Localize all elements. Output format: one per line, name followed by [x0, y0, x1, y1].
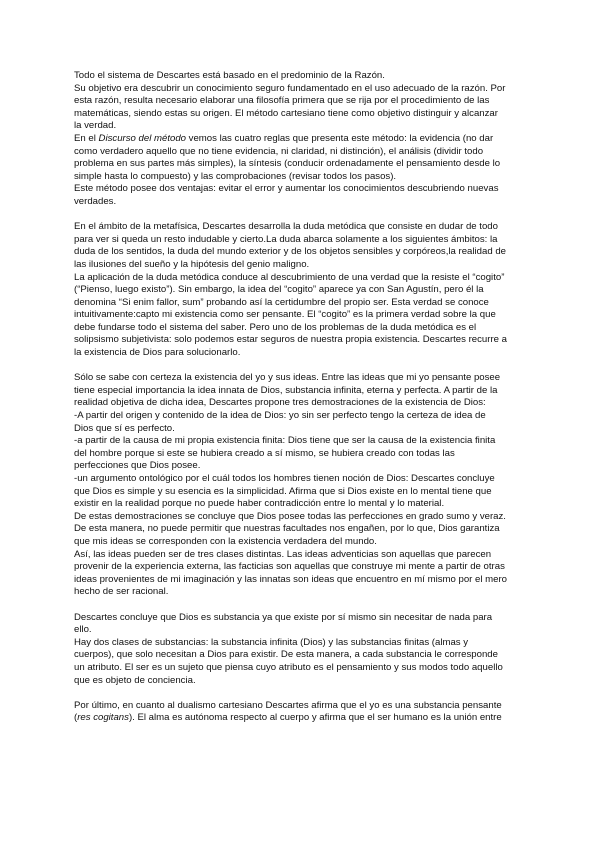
text-line: problema en sus partes más simples), la síntesis (conducir ordenadamente el pensamiento desde lo: [74, 158, 501, 170]
text-line: la existencia de Dios para solucionarlo.: [74, 347, 241, 359]
text-line: Este método posee dos ventajas: evitar el error y aumentar los conocimientos descubriendo nuevas: [74, 183, 499, 195]
text-line: Por último, en cuanto al dualismo cartesiano Descartes afirma que el yo es una substancia pensante: [74, 699, 502, 711]
text-line: [74, 133, 530, 146]
text-line: Dios que sí es perfecto.: [74, 422, 175, 434]
text-line: La aplicación de la duda metódica conduce al descubrimiento de una verdad que la resiste el “cogito”: [74, 271, 505, 283]
text-line: perfecciones que Dios posee.: [74, 460, 201, 472]
text-segment: (: [74, 712, 78, 724]
text-line: tiene especial importancia la idea innata de Dios, substancia infinita, eterna y perfecta. A partir de la: [74, 384, 498, 396]
text-line: cuerpos), que solo necesitan a Dios para existir. De esta manera, a cada substancia le corresponde: [74, 649, 498, 661]
text-line: En el ámbito de la metafísica, Descartes desarrolla la duda metódica que consiste en dudar de todo: [74, 221, 498, 233]
text-line: esta razón, resulta necesario elaborar una filosofía primera que se rija por el procedimiento de las: [74, 95, 490, 107]
paragraph: [74, 612, 530, 688]
text-line: hecho de ser racional.: [74, 586, 169, 598]
text-line: que Dios es simple y su esencia es la simplicidad. Afirma que si Dios existe en lo mental tiene que: [74, 485, 492, 497]
text-line: ideas provenientes de mi imaginación y las innatas son ideas que encuentro en mí mismo por el mero: [74, 573, 508, 585]
text-line: Descartes concluye que Dios es substancia ya que existe por sí mismo sin necesitar de nada para: [74, 611, 493, 623]
text-line: intuitivamente:capto mi existencia como ser pensante. El “cogito” es la primera verdad sobre la que: [74, 309, 496, 321]
text-line: que mis ideas se corresponden con la existencia verdadera del mundo.: [74, 535, 377, 547]
paragraph: [74, 70, 530, 209]
text-line: denomina “Si enim fallor, sum” probando así la certidumbre del propio ser. Esta verdad se conoce: [74, 296, 489, 308]
italic-title: Discurso del método: [98, 132, 186, 144]
text-segment: ). El alma es autónoma respecto al cuerpo y afirma que el ser humano es la unión entre: [128, 712, 502, 724]
text-line: De estas demostraciones se concluye que Dios posee todas las perfecciones en grado sumo y veraz.: [74, 510, 506, 522]
paragraph: [74, 700, 530, 725]
text-line: las ilusiones del sueño y la hipótesis del genio maligno.: [74, 258, 310, 270]
italic-title: res cogitans: [77, 712, 129, 724]
text-line: la verdad.: [74, 120, 117, 132]
text-line: del hombre porque si este se hubiera creado a sí mismo, se hubiera creado con todas las: [74, 447, 455, 459]
text-line: que es objeto de conciencia.: [74, 674, 196, 686]
text-line: verdades.: [74, 195, 117, 207]
text-line: ello.: [74, 624, 92, 636]
text-line: -A partir del origen y contenido de la idea de Dios: yo sin ser perfecto tengo la certeza de idea de: [74, 410, 486, 422]
text-line: Hay dos clases de substancias: la substancia infinita (Dios) y las substancias finitas (almas y: [74, 636, 469, 648]
text-line: simple hasta lo compuesto) y las comprobaciones (revisar todos los pasos).: [74, 170, 397, 182]
text-line: [74, 712, 530, 725]
document-body: [74, 70, 530, 737]
text-segment: En el: [74, 132, 99, 144]
text-line: provenir de la experiencia externa, las facticias son aquellas que construye mi mente a partir de otras: [74, 561, 505, 573]
text-line: debe fundarse todo el sistema del saber. Pero uno de los problemas de la duda metódica es el: [74, 321, 477, 333]
text-line: Su objetivo era descubrir un conocimiento seguro fundamentado en el uso adecuado de la razón. Por: [74, 82, 506, 94]
text-line: (“Pienso, luego existo”). Sin embargo, la idea del “cogito” aparece ya con San Agustín, pero él la: [74, 284, 484, 296]
text-line: duda de los sentidos, la duda del mundo exterior y de los objetos sensibles y corpóreos,la realidad de: [74, 246, 506, 258]
text-line: Todo el sistema de Descartes está basado en el predominio de la Razón.: [74, 70, 385, 81]
text-line: como verdadero aquello que no tiene evidencia, ni claridad, ni distinción), el análisis (dividir todo: [74, 145, 484, 157]
text-segment: vemos las cuatro reglas que presenta este método: la evidencia (no dar: [186, 132, 494, 144]
text-line: para ver si queda un resto indudable y cierto.La duda abarca solamente a los siguientes ámbitos: la: [74, 233, 498, 245]
text-line: Sólo se sabe con certeza la existencia del yo y sus ideas. Entre las ideas que mi yo pensante posee: [74, 372, 501, 384]
text-line: -un argumento ontológico por el cuál todos los hombres tienen noción de Dios: Descartes concluye: [74, 473, 495, 484]
text-line: solipsismo subjetivista: solo podemos estar seguros de nuestra propia existencia. Descartes recurre a: [74, 334, 507, 346]
text-line: De esta manera, no puede permitir que nuestras facultades nos engañen, por lo que, Dios garantiza: [74, 523, 500, 535]
text-line: realidad objetiva de dicha idea, Descartes propone tres demostraciones de la existencia de Dios:: [74, 397, 486, 409]
text-line: matemáticas, siendo estas su origen. El método cartesiano tiene como objetivo distinguir y alcanzar: [74, 107, 498, 119]
text-line: -a partir de la causa de mi propia existencia finita: Dios tiene que ser la causa de la existencia finita: [74, 435, 496, 447]
text-line: un atributo. El ser es un sujeto que piensa cuyo atributo es el pensamiento y sus modos todo aquello: [74, 661, 503, 673]
text-line: Así, las ideas pueden ser de tres clases distintas. Las ideas adventicias son aquellas que parecen: [74, 548, 492, 560]
paragraph: [74, 372, 530, 599]
paragraph: [74, 221, 530, 360]
text-line: existir en la realidad porque no puede haber contradicción entre lo mental y lo material.: [74, 498, 445, 510]
